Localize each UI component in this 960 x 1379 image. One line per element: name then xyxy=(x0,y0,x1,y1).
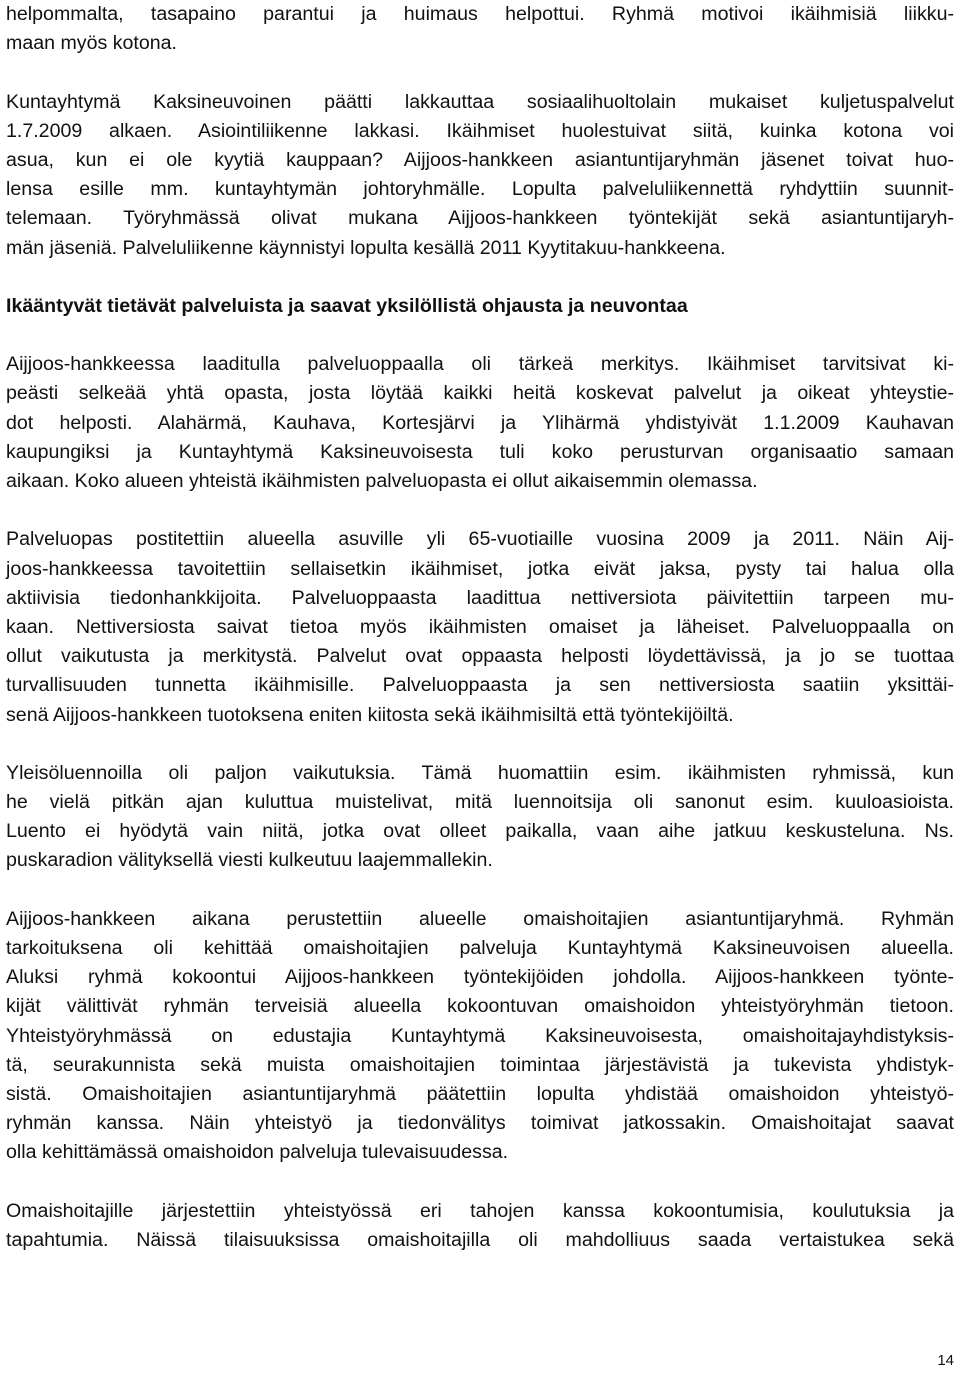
text-line: Luento ei hyödytä vain niitä, jotka ovat olleet paikalla, vaan aihe jatkuu keskusteluna. Ns. xyxy=(6,820,954,843)
text-line: 1.7.2009 alkaen. Asiointiliikenne lakkasi. Ikäihmiset huolestuivat siitä, kuinka kotona voi xyxy=(6,119,954,142)
text-line: Yleisöluennoilla oli paljon vaikutuksia. Tämä huomattiin esim. ikäihmisten ryhmissä, kun xyxy=(6,761,954,784)
text-line: peästi selkeää yhtä opasta, josta löytää kaikki heitä koskevat palvelut ja oikeat yhteystie- xyxy=(6,382,954,405)
text-line: olla kehittämässä omaishoidon palveluja tulevaisuudessa. xyxy=(6,1141,509,1164)
paragraph-gap xyxy=(6,321,954,350)
paragraph-gap xyxy=(6,263,954,292)
text-line: Yhteistyöryhmässä on edustajia Kuntayhtymä Kaksineuvoisesta, omaishoitajayhdistyksis- xyxy=(6,1024,954,1047)
text-line: tarkoituksena oli kehittää omaishoitajien palveluja Kuntayhtymä Kaksineuvoisen alueella. xyxy=(6,937,954,959)
text-line: aikaan. Koko alueen yhteistä ikäihmisten palveluopasta ei ollut aikaisemmin olemassa. xyxy=(6,470,758,492)
paragraph-gap xyxy=(6,1168,954,1197)
text-line: kaupungiksi ja Kuntayhtymä Kaksineuvoisesta tuli koko perusturvan organisaatio samaan xyxy=(6,440,954,463)
paragraph xyxy=(6,905,954,1168)
text-line: dot helposti. Alahärmä, Kauhava, Kortesjärvi ja Ylihärmä yhdistyivät 1.1.2009 Kauhavan xyxy=(6,411,954,434)
text-line: kijät välittivät ryhmän terveisiä alueella kokoontuvan omaishoidon yhteistyöryhmän tietoon. xyxy=(6,995,954,1018)
paragraph xyxy=(6,759,954,876)
paragraph-gap xyxy=(6,496,954,525)
text-line: Ikääntyvät tietävät palveluista ja saavat yksilöllistä ohjausta ja neuvontaa xyxy=(6,294,688,317)
text-line: Aijjoos-hankkeessa laaditulla palveluoppaalla oli tärkeä merkitys. Ikäihmiset tarvitsivat ki- xyxy=(6,353,954,376)
text-line: maan myös kotona. xyxy=(6,32,177,55)
text-line: Aijjoos-hankkeen aikana perustettiin alueelle omaishoitajien asiantuntijaryhmä. Ryhmän xyxy=(6,907,954,930)
text-line: sistä. Omaishoitajien asiantuntijaryhmä päätettiin lopulta yhdistää omaishoidon yhteistyö- xyxy=(6,1082,954,1105)
document-page xyxy=(6,0,954,1255)
text-line: joos-hankkeessa tavoitettiin sellaisetkin ikäihmiset, jotka eivät jaksa, pysty tai halua olla xyxy=(6,557,954,580)
text-line: ryhmän kanssa. Näin yhteistyö ja tiedonvälitys toimivat jatkossakin. Omaishoitajat saavat xyxy=(6,1112,954,1135)
section-heading xyxy=(6,292,954,321)
text-line: puskaradion välityksellä viesti kulkeutuu laajemmallekin. xyxy=(6,849,493,872)
page-number: 14 xyxy=(937,1352,954,1369)
text-line: Omaishoitajille järjestettiin yhteistyössä eri tahojen kanssa kokoontumisia, koulutuksia ja xyxy=(6,1199,954,1222)
text-line: tä, seurakunnista sekä muista omaishoitajien toimintaa järjestävistä ja tukevista yhdistyk- xyxy=(6,1053,954,1076)
paragraph xyxy=(6,525,954,729)
text-line: Palveluopas postitettiin alueella asuville yli 65-vuotiaille vuosina 2009 ja 2011. Näin Aij- xyxy=(6,528,954,551)
text-line: ollut vaikutusta ja merkitystä. Palvelut ovat oppaasta helposti löydettävissä, ja jo se tuottaa xyxy=(6,645,954,668)
text-line: telemaan. Työryhmässä olivat mukana Aijjoos-hankkeen työntekijät sekä asiantuntijaryh- xyxy=(6,207,954,230)
text-line: senä Aijjoos-hankkeen tuotoksena eniten kiitosta sekä ikäihmisiltä että työntekijöiltä. xyxy=(6,703,734,726)
text-line: asua, kun ei ole kyytiä kauppaan? Aijjoos-hankkeen asiantuntijaryhmän jäsenet toivat huo- xyxy=(6,148,954,171)
text-line: Aluksi ryhmä kokoontui Aijjoos-hankkeen työntekijöiden johdolla. Aijjoos-hankkeen työnte- xyxy=(6,966,954,989)
text-line: Kuntayhtymä Kaksineuvoinen päätti lakkauttaa sosiaalihuoltolain mukaiset kuljetuspalvelut xyxy=(6,90,954,113)
text-line: tapahtumia. Näissä tilaisuuksissa omaishoitajilla oli mahdolliuus saada vertaistukea sekä xyxy=(6,1228,954,1251)
text-line: män jäseniä. Palveluliikenne käynnistyi lopulta kesällä 2011 Kyytitakuu-hankkeena. xyxy=(6,236,726,259)
paragraph-gap xyxy=(6,730,954,759)
text-line: helpommalta, tasapaino parantui ja huimaus helpottui. Ryhmä motivoi ikäihmisiä liikku- xyxy=(6,3,954,25)
text-line: turvallisuuden tunnetta ikäihmisille. Palveluoppaasta ja sen nettiversiosta saatiin yksittäi- xyxy=(6,674,954,697)
paragraph xyxy=(6,0,954,58)
text-line: lensa esille mm. kuntayhtymän johtoryhmälle. Lopulta palveluliikennettä ryhdyttiin suunnit- xyxy=(6,178,954,201)
paragraph xyxy=(6,350,954,496)
paragraph-gap xyxy=(6,876,954,905)
paragraph-gap xyxy=(6,58,954,87)
text-line: he vielä pitkän ajan kuluttua muistelivat, mitä luennoitsija oli sanonut esim. kuuloasioista. xyxy=(6,791,954,814)
text-line: kaan. Nettiversiosta saivat tietoa myös ikäihmisten omaiset ja läheiset. Palveluoppaalla on xyxy=(6,615,954,638)
paragraph xyxy=(6,88,954,263)
paragraph xyxy=(6,1197,954,1255)
text-line: aktiivisia tiedonhankkijoita. Palveluoppaasta laadittua nettiversiota päivitettiin tarpeen mu- xyxy=(6,586,954,609)
